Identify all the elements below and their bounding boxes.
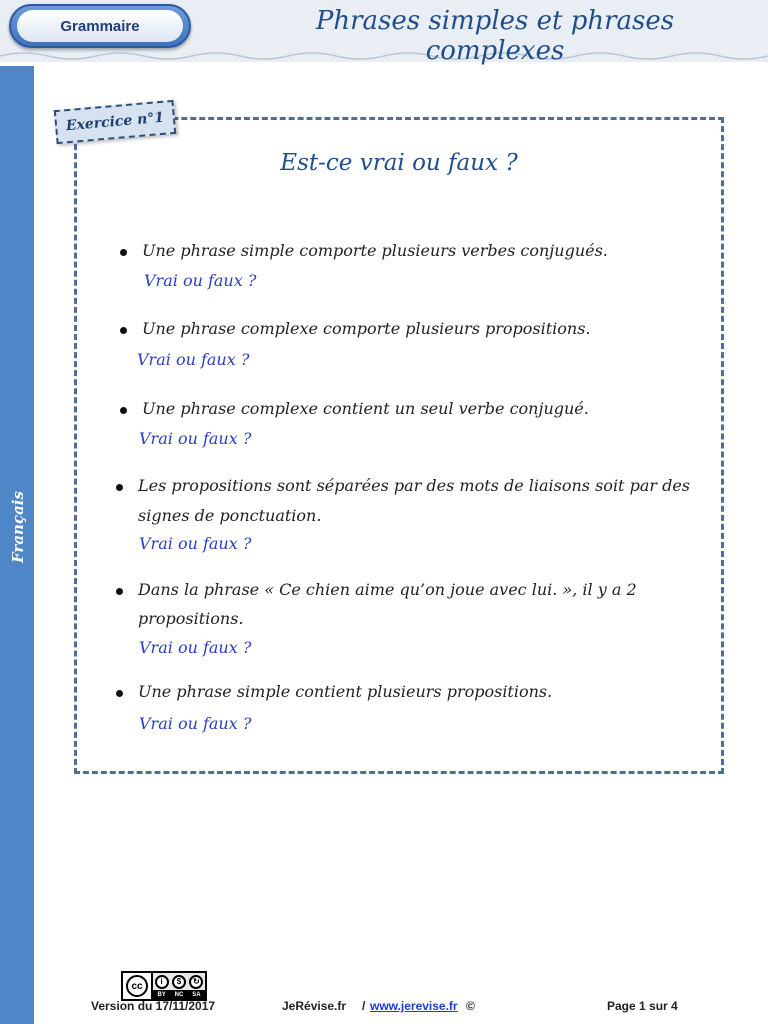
side-label: Français <box>9 491 27 563</box>
question-text: Les propositions sont séparées par des mots de liaisons soit par des <box>138 476 691 495</box>
true-false-prompt: Vrai ou faux ? <box>139 638 252 657</box>
bullet-icon <box>120 407 127 414</box>
subject-label: Grammaire <box>60 17 140 35</box>
exercise-heading: Est-ce vrai ou faux ? <box>280 150 518 176</box>
bullet-icon <box>116 690 123 697</box>
bullet-icon <box>120 327 127 334</box>
subject-pill <box>9 4 191 48</box>
true-false-prompt: Vrai ou faux ? <box>144 271 257 290</box>
question-text-continued: signes de ponctuation. <box>138 506 322 525</box>
question-text: Une phrase simple contient plusieurs propositions. <box>138 682 553 701</box>
true-false-prompt: Vrai ou faux ? <box>139 714 252 733</box>
question-text: Une phrase simple comporte plusieurs verbes conjugués. <box>142 241 608 260</box>
question-text: Une phrase complexe contient un seul verbe conjugué. <box>142 399 589 418</box>
footer-separator: / <box>362 999 366 1013</box>
creative-commons-icon: cc i $ ↻ BY NC SA <box>121 971 207 1001</box>
exercise-tag-label: Exercice n°1 <box>65 109 165 135</box>
true-false-prompt: Vrai ou faux ? <box>139 429 252 448</box>
footer-copyright: © <box>466 999 475 1013</box>
question-text: Dans la phrase « Ce chien aime qu’on joue avec lui. », il y a 2 <box>138 580 637 599</box>
question-text-continued: propositions. <box>138 609 244 628</box>
footer-page-number: Page 1 sur 4 <box>607 999 678 1013</box>
true-false-prompt: Vrai ou faux ? <box>137 350 250 369</box>
bullet-icon <box>120 249 127 256</box>
bullet-icon <box>116 484 123 491</box>
footer-version: Version du 17/11/2017 <box>91 999 216 1013</box>
footer-link-wrap <box>370 999 458 1013</box>
bullet-icon <box>116 588 123 595</box>
true-false-prompt: Vrai ou faux ? <box>139 534 252 553</box>
footer-site: JeRévise.fr <box>282 999 347 1013</box>
page-title: Phrases simples et phrases complexes <box>315 6 675 66</box>
footer-link[interactable]: www.jerevise.fr <box>370 999 458 1013</box>
question-text: Une phrase complexe comporte plusieurs propositions. <box>142 319 591 338</box>
